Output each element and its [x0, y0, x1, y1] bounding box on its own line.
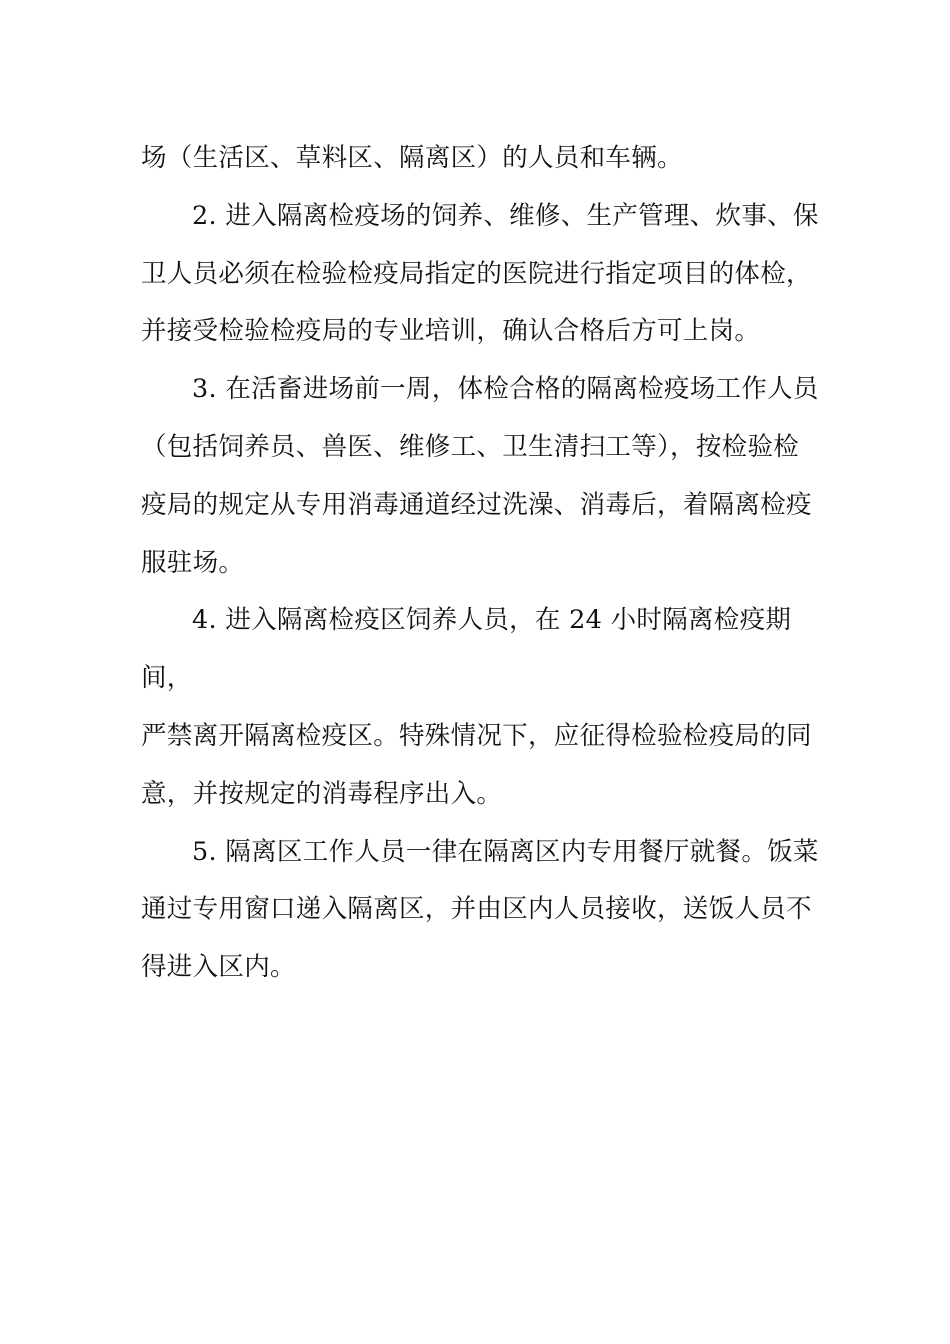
text-line: 得进入区内。 [141, 952, 296, 983]
document-body [141, 130, 831, 997]
text-line: 疫局的规定从专用消毒通道经过洗澡、消毒后，着隔离检疫 [141, 489, 812, 520]
text-line: 并接受检验检疫局的专业培训，确认合格后方可上岗。 [141, 316, 761, 347]
text-line: 场（生活区、草料区、隔离区）的人员和车辆。 [141, 143, 683, 173]
paragraph-item-3 [141, 361, 831, 592]
text-line: 3. 在活畜进场前一周，体检合格的隔离检疫场工作人员 [192, 374, 819, 405]
text-line: 5. 隔离区工作人员一律在隔离区内专用餐厅就餐。饭菜 [192, 836, 819, 867]
text-line: 4. 进入隔离检疫区饲养人员，在 24 小时隔离检疫期间， [141, 605, 792, 694]
paragraph-item-4 [141, 592, 831, 823]
text-line: 意，并按规定的消毒程序出入。 [141, 778, 503, 809]
paragraph-item-5 [141, 824, 831, 997]
text-line: 卫人员必须在检验检疫局指定的医院进行指定项目的体检， [141, 258, 812, 289]
text-line: 服驻场。 [141, 547, 245, 578]
paragraph-continuation [141, 130, 831, 188]
text-line: 2. 进入隔离检疫场的饲养、维修、生产管理、炊事、保 [192, 200, 819, 231]
text-line: 通过专用窗口递入隔离区，并由区内人员接收，送饭人员不 [141, 894, 812, 925]
text-line: （包括饲养员、兽医、维修工、卫生清扫工等），按检验检 [141, 431, 800, 462]
paragraph-item-2 [141, 188, 831, 361]
text-line: 严禁离开隔离检疫区。特殊情况下，应征得检验检疫局的同 [141, 720, 812, 751]
